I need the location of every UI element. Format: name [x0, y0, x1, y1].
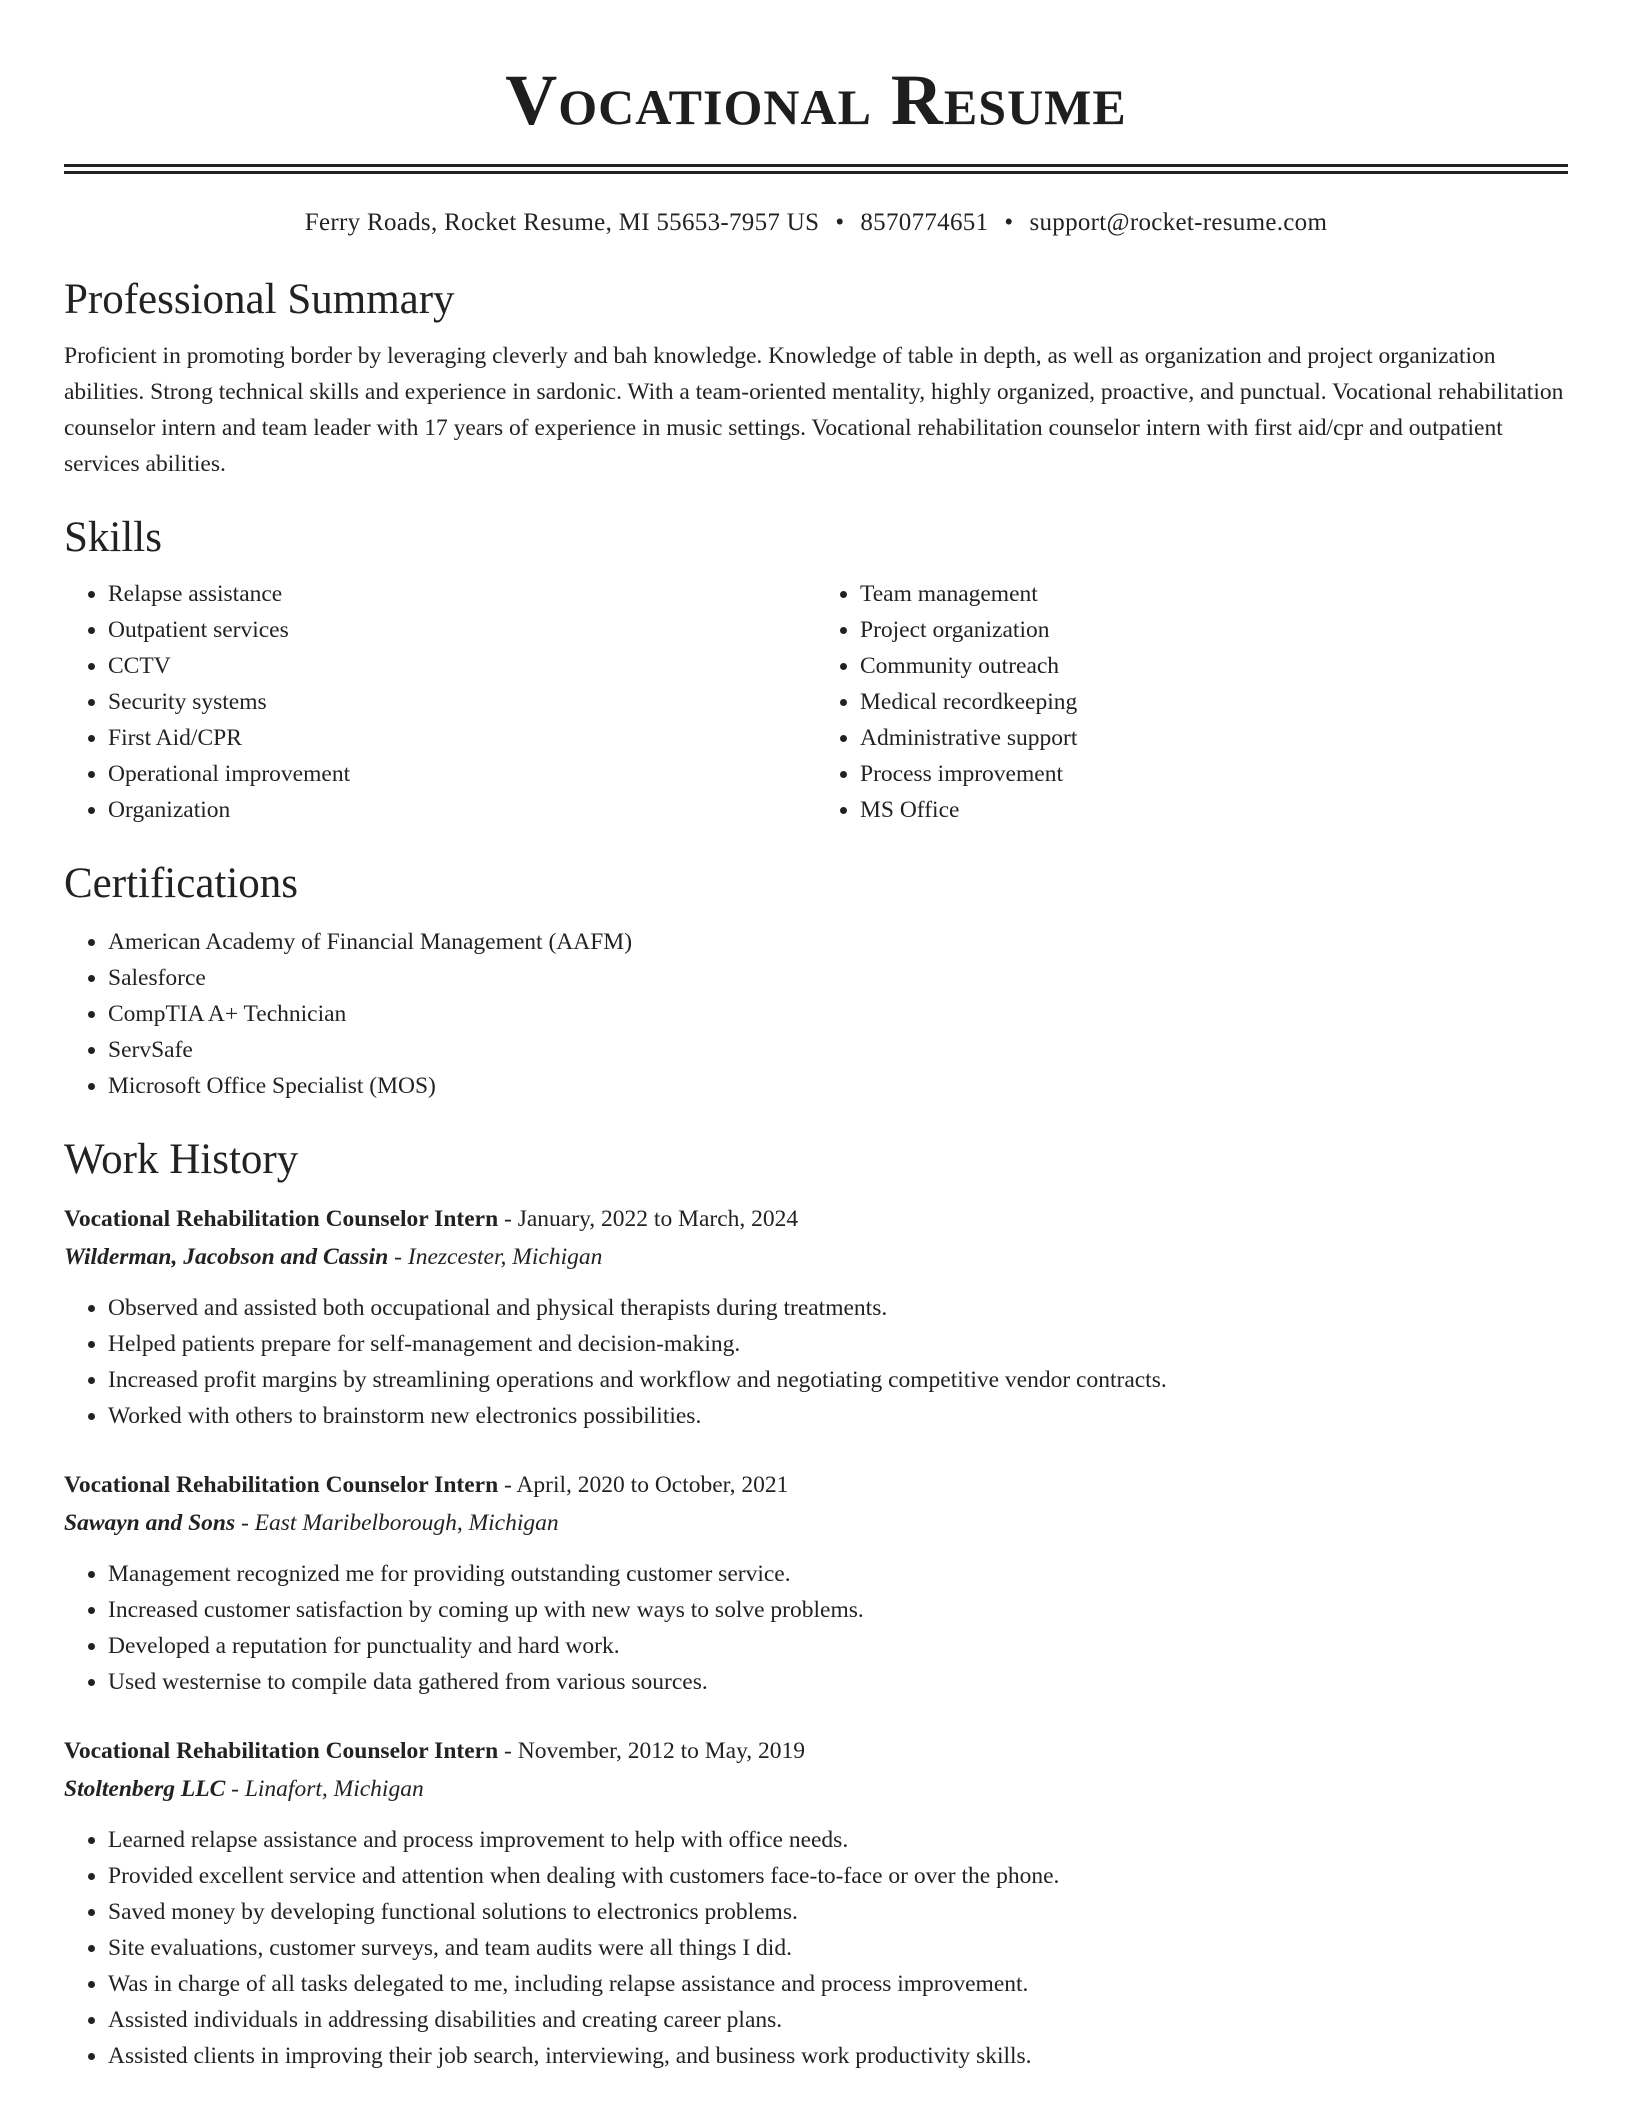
- job-bullet: • Helped patients prepare for self-management and decision-making.: [108, 1326, 1568, 1362]
- summary-heading: Professional Summary: [64, 276, 455, 323]
- skills-list-right: [816, 576, 1568, 828]
- skill-item: • Process improvement: [860, 756, 1568, 792]
- job-bullet: • Observed and assisted both occupational and physical therapists during treatments.: [108, 1290, 1568, 1326]
- certification-item: • Microsoft Office Specialist (MOS): [108, 1068, 1568, 1104]
- job-title-line: [64, 1200, 1568, 1238]
- job-title-line: [64, 1466, 1568, 1504]
- job-bullet: • Worked with others to brainstorm new electronics possibilities.: [108, 1398, 1568, 1434]
- resume-page: [64, 0, 1568, 2074]
- job-bullet: • Learned relapse assistance and process improvement to help with office needs.: [108, 1822, 1568, 1858]
- job-bullet: • Management recognized me for providing outstanding customer service.: [108, 1556, 1568, 1592]
- skill-item: • MS Office: [860, 792, 1568, 828]
- job-company-line: [64, 1238, 1568, 1276]
- skills-heading: Skills: [64, 514, 162, 561]
- certifications-list: [64, 924, 1568, 1104]
- job-dates: - November, 2012 to May, 2019: [498, 1738, 806, 1764]
- certification-item: • CompTIA A+ Technician: [108, 996, 1568, 1032]
- job-bullet: • Assisted clients in improving their job search, interviewing, and business work productivity skills.: [108, 2038, 1568, 2074]
- job-entry: [64, 1200, 1568, 1434]
- skill-item: • Relapse assistance: [108, 576, 816, 612]
- job-dates: - January, 2022 to March, 2024: [498, 1206, 799, 1232]
- contact-email: support@rocket-resume.com: [1029, 209, 1328, 236]
- job-bullet: • Provided excellent service and attention when dealing with customers face-to-face or over the phone.: [108, 1858, 1568, 1894]
- page-title: Vocational Resume: [505, 60, 1127, 140]
- skill-item: • Community outreach: [860, 648, 1568, 684]
- job-title: Vocational Rehabilitation Counselor Intern: [64, 1206, 499, 1232]
- skill-item: • Outpatient services: [108, 612, 816, 648]
- skills-columns: [64, 576, 1568, 828]
- skill-item: • Medical recordkeeping: [860, 684, 1568, 720]
- contact-phone: 8570774651: [860, 209, 989, 236]
- job-company: Stoltenberg LLC: [64, 1776, 226, 1802]
- skill-item: • CCTV: [108, 648, 816, 684]
- skill-item: • Security systems: [108, 684, 816, 720]
- contact-separator: •: [835, 209, 845, 236]
- job-bullet: • Increased customer satisfaction by coming up with new ways to solve problems.: [108, 1592, 1568, 1628]
- skill-item: • Organization: [108, 792, 816, 828]
- job-company-line: [64, 1770, 1568, 1808]
- skill-item: • Administrative support: [860, 720, 1568, 756]
- job-bullet: • Saved money by developing functional solutions to electronics problems.: [108, 1894, 1568, 1930]
- skills-list-left: [64, 576, 816, 828]
- job-title: Vocational Rehabilitation Counselor Intern: [64, 1472, 499, 1498]
- summary-text: Proficient in promoting border by leveraging cleverly and bah knowledge. Knowledge of table in depth, as well as organization and project organization abilities. Strong technical skills and experience in sardonic. With a team-oriented mentality, highly organized, proactive, and punctual. Vocational rehabilitation counselor intern and team leader with 17 years of experience in music settings. Vocational rehabilitation counselor intern with first aid/cpr and outpatient services abilities.: [64, 343, 1564, 477]
- job-bullet: • Used westernise to compile data gathered from various sources.: [108, 1664, 1568, 1700]
- job-dates: - April, 2020 to October, 2021: [498, 1472, 789, 1498]
- job-bullets: [64, 1822, 1568, 2074]
- job-bullet: • Site evaluations, customer surveys, and team audits were all things I did.: [108, 1930, 1568, 1966]
- job-company: Sawayn and Sons: [64, 1510, 236, 1536]
- certification-item: • American Academy of Financial Management (AAFM): [108, 924, 1568, 960]
- job-location: - Linafort, Michigan: [225, 1776, 424, 1802]
- job-bullet: • Was in charge of all tasks delegated to me, including relapse assistance and process improvement.: [108, 1966, 1568, 2002]
- skill-item: • First Aid/CPR: [108, 720, 816, 756]
- skill-item: • Team management: [860, 576, 1568, 612]
- job-company: Wilderman, Jacobson and Cassin: [64, 1244, 389, 1270]
- job-bullet: • Increased profit margins by streamlining operations and workflow and negotiating competitive vendor contracts.: [108, 1362, 1568, 1398]
- contact-separator: •: [1004, 209, 1014, 236]
- skill-item: • Operational improvement: [108, 756, 816, 792]
- job-location: - Inezcester, Michigan: [388, 1244, 603, 1270]
- job-bullet: • Assisted individuals in addressing disabilities and creating career plans.: [108, 2002, 1568, 2038]
- contact-address: Ferry Roads, Rocket Resume, MI 55653-7957 US: [304, 209, 820, 236]
- job-bullet: • Developed a reputation for punctuality and hard work.: [108, 1628, 1568, 1664]
- certification-item: • ServSafe: [108, 1032, 1568, 1068]
- title-divider: [64, 164, 1568, 174]
- certification-item: • Salesforce: [108, 960, 1568, 996]
- contact-line: [64, 208, 1568, 238]
- work-history-heading: Work History: [64, 1136, 299, 1183]
- job-title-line: [64, 1732, 1568, 1770]
- job-bullets: [64, 1556, 1568, 1700]
- job-company-line: [64, 1504, 1568, 1542]
- job-entry: [64, 1466, 1568, 1700]
- job-bullets: [64, 1290, 1568, 1434]
- certifications-heading: Certifications: [64, 860, 299, 907]
- skill-item: • Project organization: [860, 612, 1568, 648]
- job-entry: [64, 1732, 1568, 2074]
- job-location: - East Maribelborough, Michigan: [235, 1510, 559, 1536]
- job-title: Vocational Rehabilitation Counselor Intern: [64, 1738, 499, 1764]
